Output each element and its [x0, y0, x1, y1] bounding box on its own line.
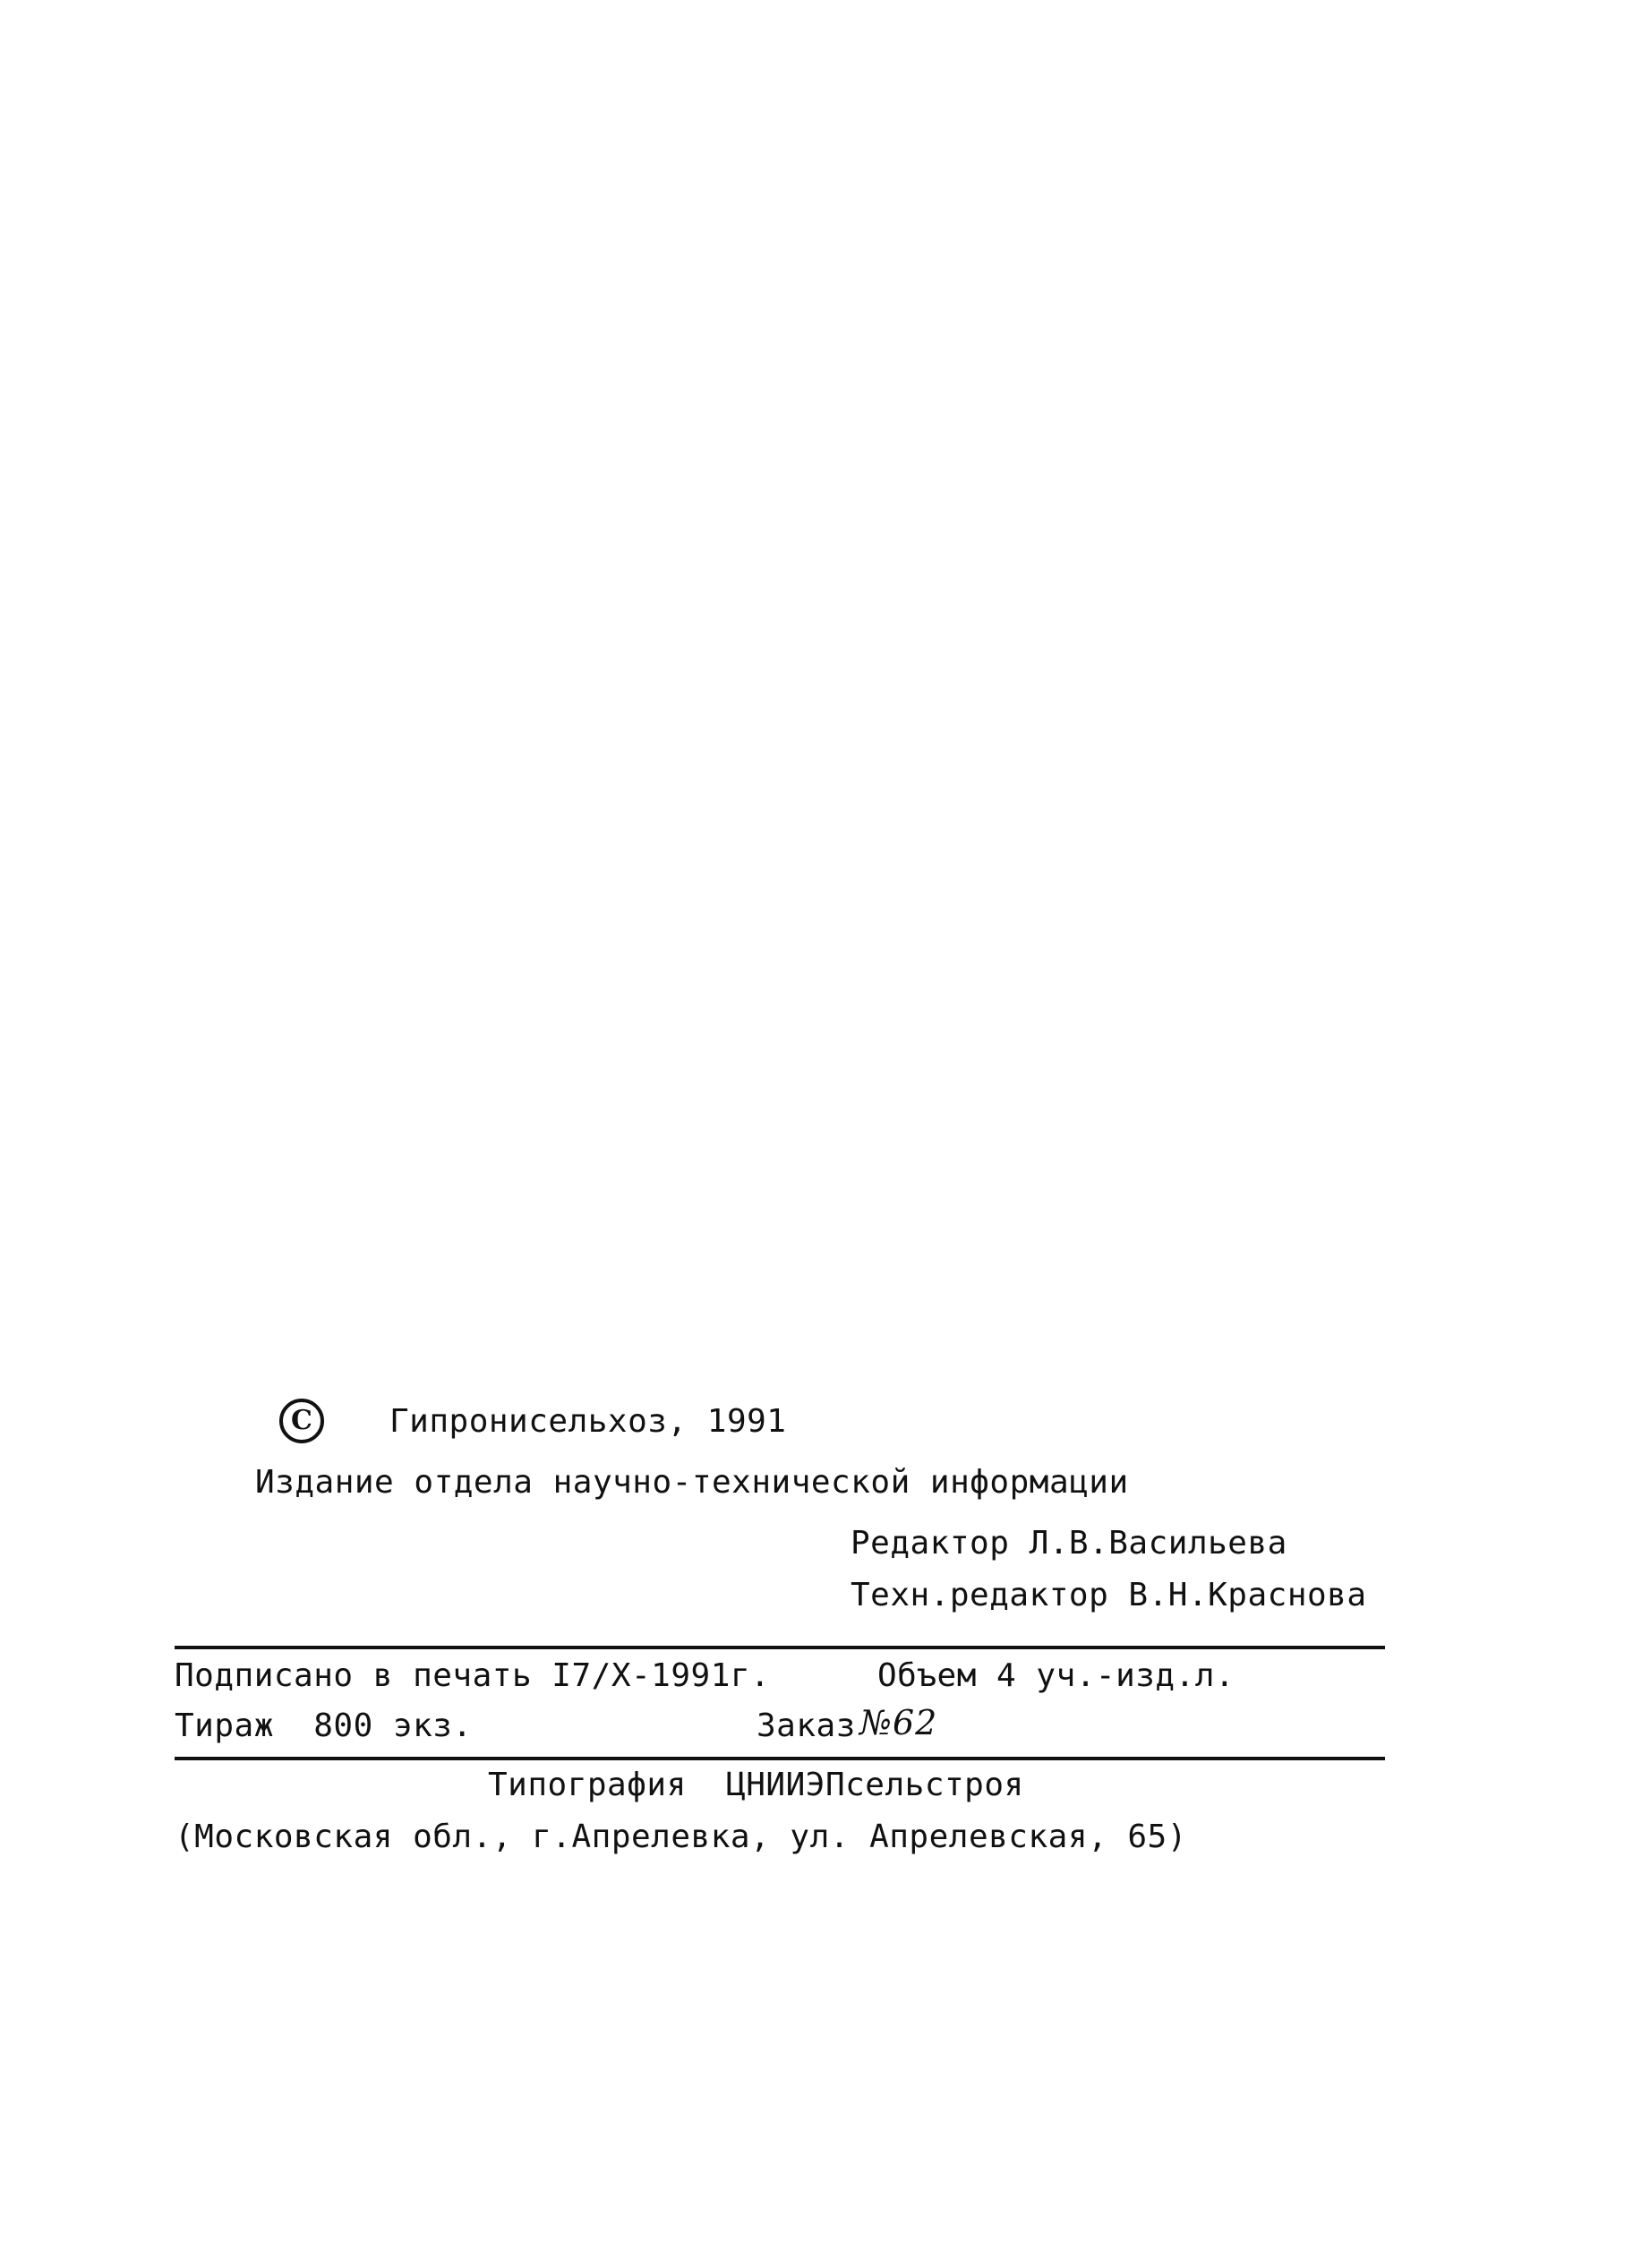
- editor-line: Редактор Л.В.Васильева: [851, 1525, 1287, 1562]
- top-divider: [175, 1646, 1385, 1649]
- printing-house: Типография ЦНИИЭПсельстроя: [488, 1767, 1024, 1803]
- printing-house-address: (Московская обл., г.Апрелевка, ул. Апрелевская, 65): [175, 1819, 1187, 1855]
- copyright-icon: C: [279, 1399, 324, 1443]
- signed-for-print: Подписано в печать I7/X-1991г.: [175, 1657, 771, 1694]
- bottom-divider: [175, 1757, 1385, 1760]
- order-number: №62: [859, 1703, 938, 1742]
- publication-note: Издание отдела научно-технической информации: [255, 1464, 1129, 1501]
- order-label: Заказ: [757, 1707, 856, 1744]
- print-run: Тираж 800 экз.: [175, 1707, 473, 1744]
- volume-line: Объем 4 уч.-изд.л.: [877, 1657, 1235, 1694]
- copyright-holder-year: Гипронисельхоз, 1991: [389, 1403, 787, 1440]
- tech-editor-line: Техн.редактор В.Н.Краснова: [851, 1577, 1367, 1613]
